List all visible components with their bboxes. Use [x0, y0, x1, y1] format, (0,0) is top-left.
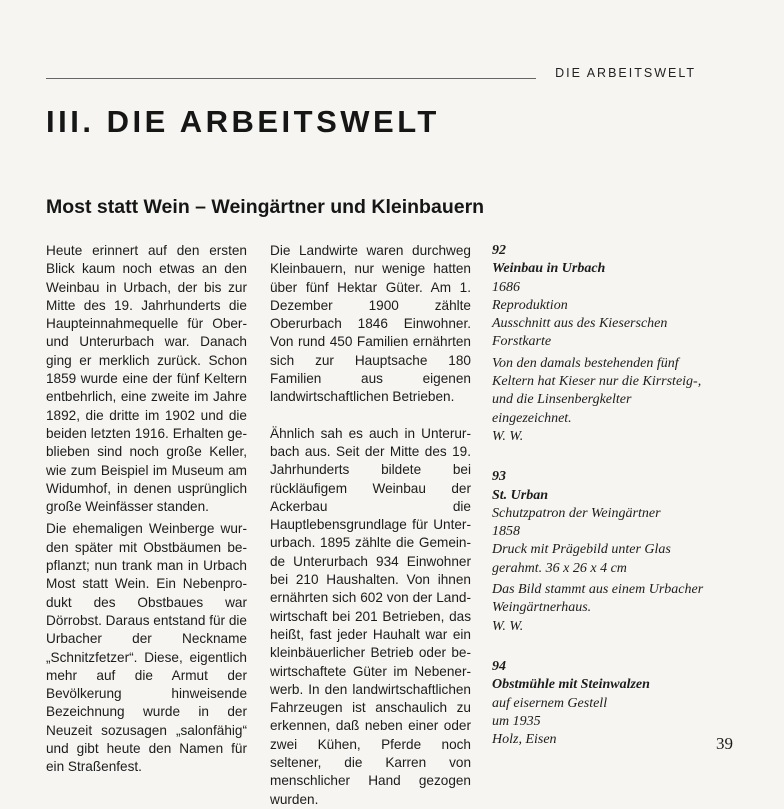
- page-number: 39: [716, 734, 733, 753]
- catalog-column: [492, 242, 712, 749]
- catalog-detail: auf eisernem Gestell: [492, 695, 608, 711]
- catalog-date: 1686: [492, 279, 520, 295]
- catalog-material: Holz, Eisen: [492, 732, 557, 748]
- paragraph: Heute erinnert auf den ersten Blick kaum noch etwas an den Weinbau in Urbach, der bis zur Mitte des 19. Jahrhunderts die Haupteinnahmequelle für Ober- und Unterurbach war. Danach ging er merklich zurück. Schon 1859 wurde eine der fünf Keltern entbehrlich, eine zweite im Jahre 1892, die dritte im 1902 und die beiden letzten 1916. Erhalten geblieben sind noch große Keller, wie zum Beispiel im Museum am Widumhof, in denen usprünglich große Weinfässer standen.: [46, 243, 247, 515]
- catalog-author: W. W.: [492, 618, 524, 634]
- catalog-detail: Reproduktion: [492, 297, 568, 313]
- catalog-author: W. W.: [492, 428, 524, 444]
- catalog-title: Weinbau in Urbach: [492, 261, 606, 277]
- catalog-entry-93: [492, 468, 712, 636]
- catalog-entry-94: [492, 658, 712, 749]
- chapter-title: III. DIE ARBEITSWELT: [46, 104, 440, 139]
- running-head-title: DIE ARBEITSWELT: [555, 66, 696, 80]
- text-column-2: [270, 242, 471, 809]
- running-head: [46, 66, 696, 82]
- paragraph: Ähnlich sah es auch in Unterurbach aus. Seit der Mitte des 19. Jahrhunderts bildete bei rückläufigem Weinbau der Ackerbau die Hauptlebensgrundlage für Unterurbach. 1895 zählte die Gemeinde Unterurbach 934 Einwohner bei 210 Haushalten. Von ihnen ernährten sich 602 von der Landwirtschaft bei 201 Betrieben, das heißt, fast jeder Hauhalt war ein kleinbäuerlicher Betrieb oder bewirtschaftete Güter im Nebenerwerb. In den landwirtschaftlichen Fahrzeugen ist anschaulich zu erkennen, daß neben einer oder zwei Kühen, Pferde noch seltener, die Karren von menschlicher Hand gezogen wurden.: [270, 425, 471, 807]
- catalog-description: Das Bild stammt aus einem Urbacher Weingärtnerhaus.: [492, 582, 704, 616]
- section-title: Most statt Wein – Weingärtner und Kleinbauern: [46, 196, 485, 218]
- catalog-detail: Druck mit Prägebild unter Glas gerahmt. 36 x 26 x 4 cm: [492, 542, 671, 576]
- catalog-title: Obstmühle mit Steinwalzen: [492, 677, 650, 693]
- catalog-detail: Schutzpatron der Weingärtner: [492, 505, 661, 521]
- paragraph: Die Landwirte waren durchweg Kleinbauern, nur wenige hatten über fünf Hektar Güter. Am 1. Dezember 1900 zählte Oberurbach 1846 Einwohner. Von rund 450 Familien ernährten sich zur Hauptsache 180 Familien aus eigenen landwirtschaftlichen Betrieben.: [270, 243, 471, 405]
- catalog-title: St. Urban: [492, 487, 549, 503]
- catalog-number: 93: [492, 469, 506, 485]
- text-column-1: [46, 242, 247, 777]
- catalog-detail: Ausschnitt aus des Kieserschen Forstkarte: [492, 316, 668, 350]
- catalog-number: 94: [492, 658, 506, 674]
- catalog-number: 92: [492, 243, 506, 258]
- catalog-date: um 1935: [492, 713, 541, 729]
- catalog-description: Von den damals bestehenden fünf Keltern hat Kieser nur die Kirrsteig-, und die Linsenbergkelter eingezeichnet.: [492, 355, 702, 426]
- catalog-entry-92: [492, 242, 712, 446]
- catalog-date: 1858: [492, 524, 520, 540]
- running-head-rule: [46, 78, 536, 79]
- paragraph: Die ehemaligen Weinberge wurden später mit Obstbäumen bepflanzt; nun trank man in Urbach Most statt Wein. Ein Nebenprodukt des Obstbaues war Dörrobst. Daraus entstand für die Urbacher der Neckname „Schnitzfetzer“. Diese, eigentlich mehr auf die Armut der Bevölkerung hinweisende Bezeichnung wurde in der Neuzeit sozusagen „salonfähig“ und gibt heute den Namen für ein Straßenfest.: [46, 521, 247, 775]
